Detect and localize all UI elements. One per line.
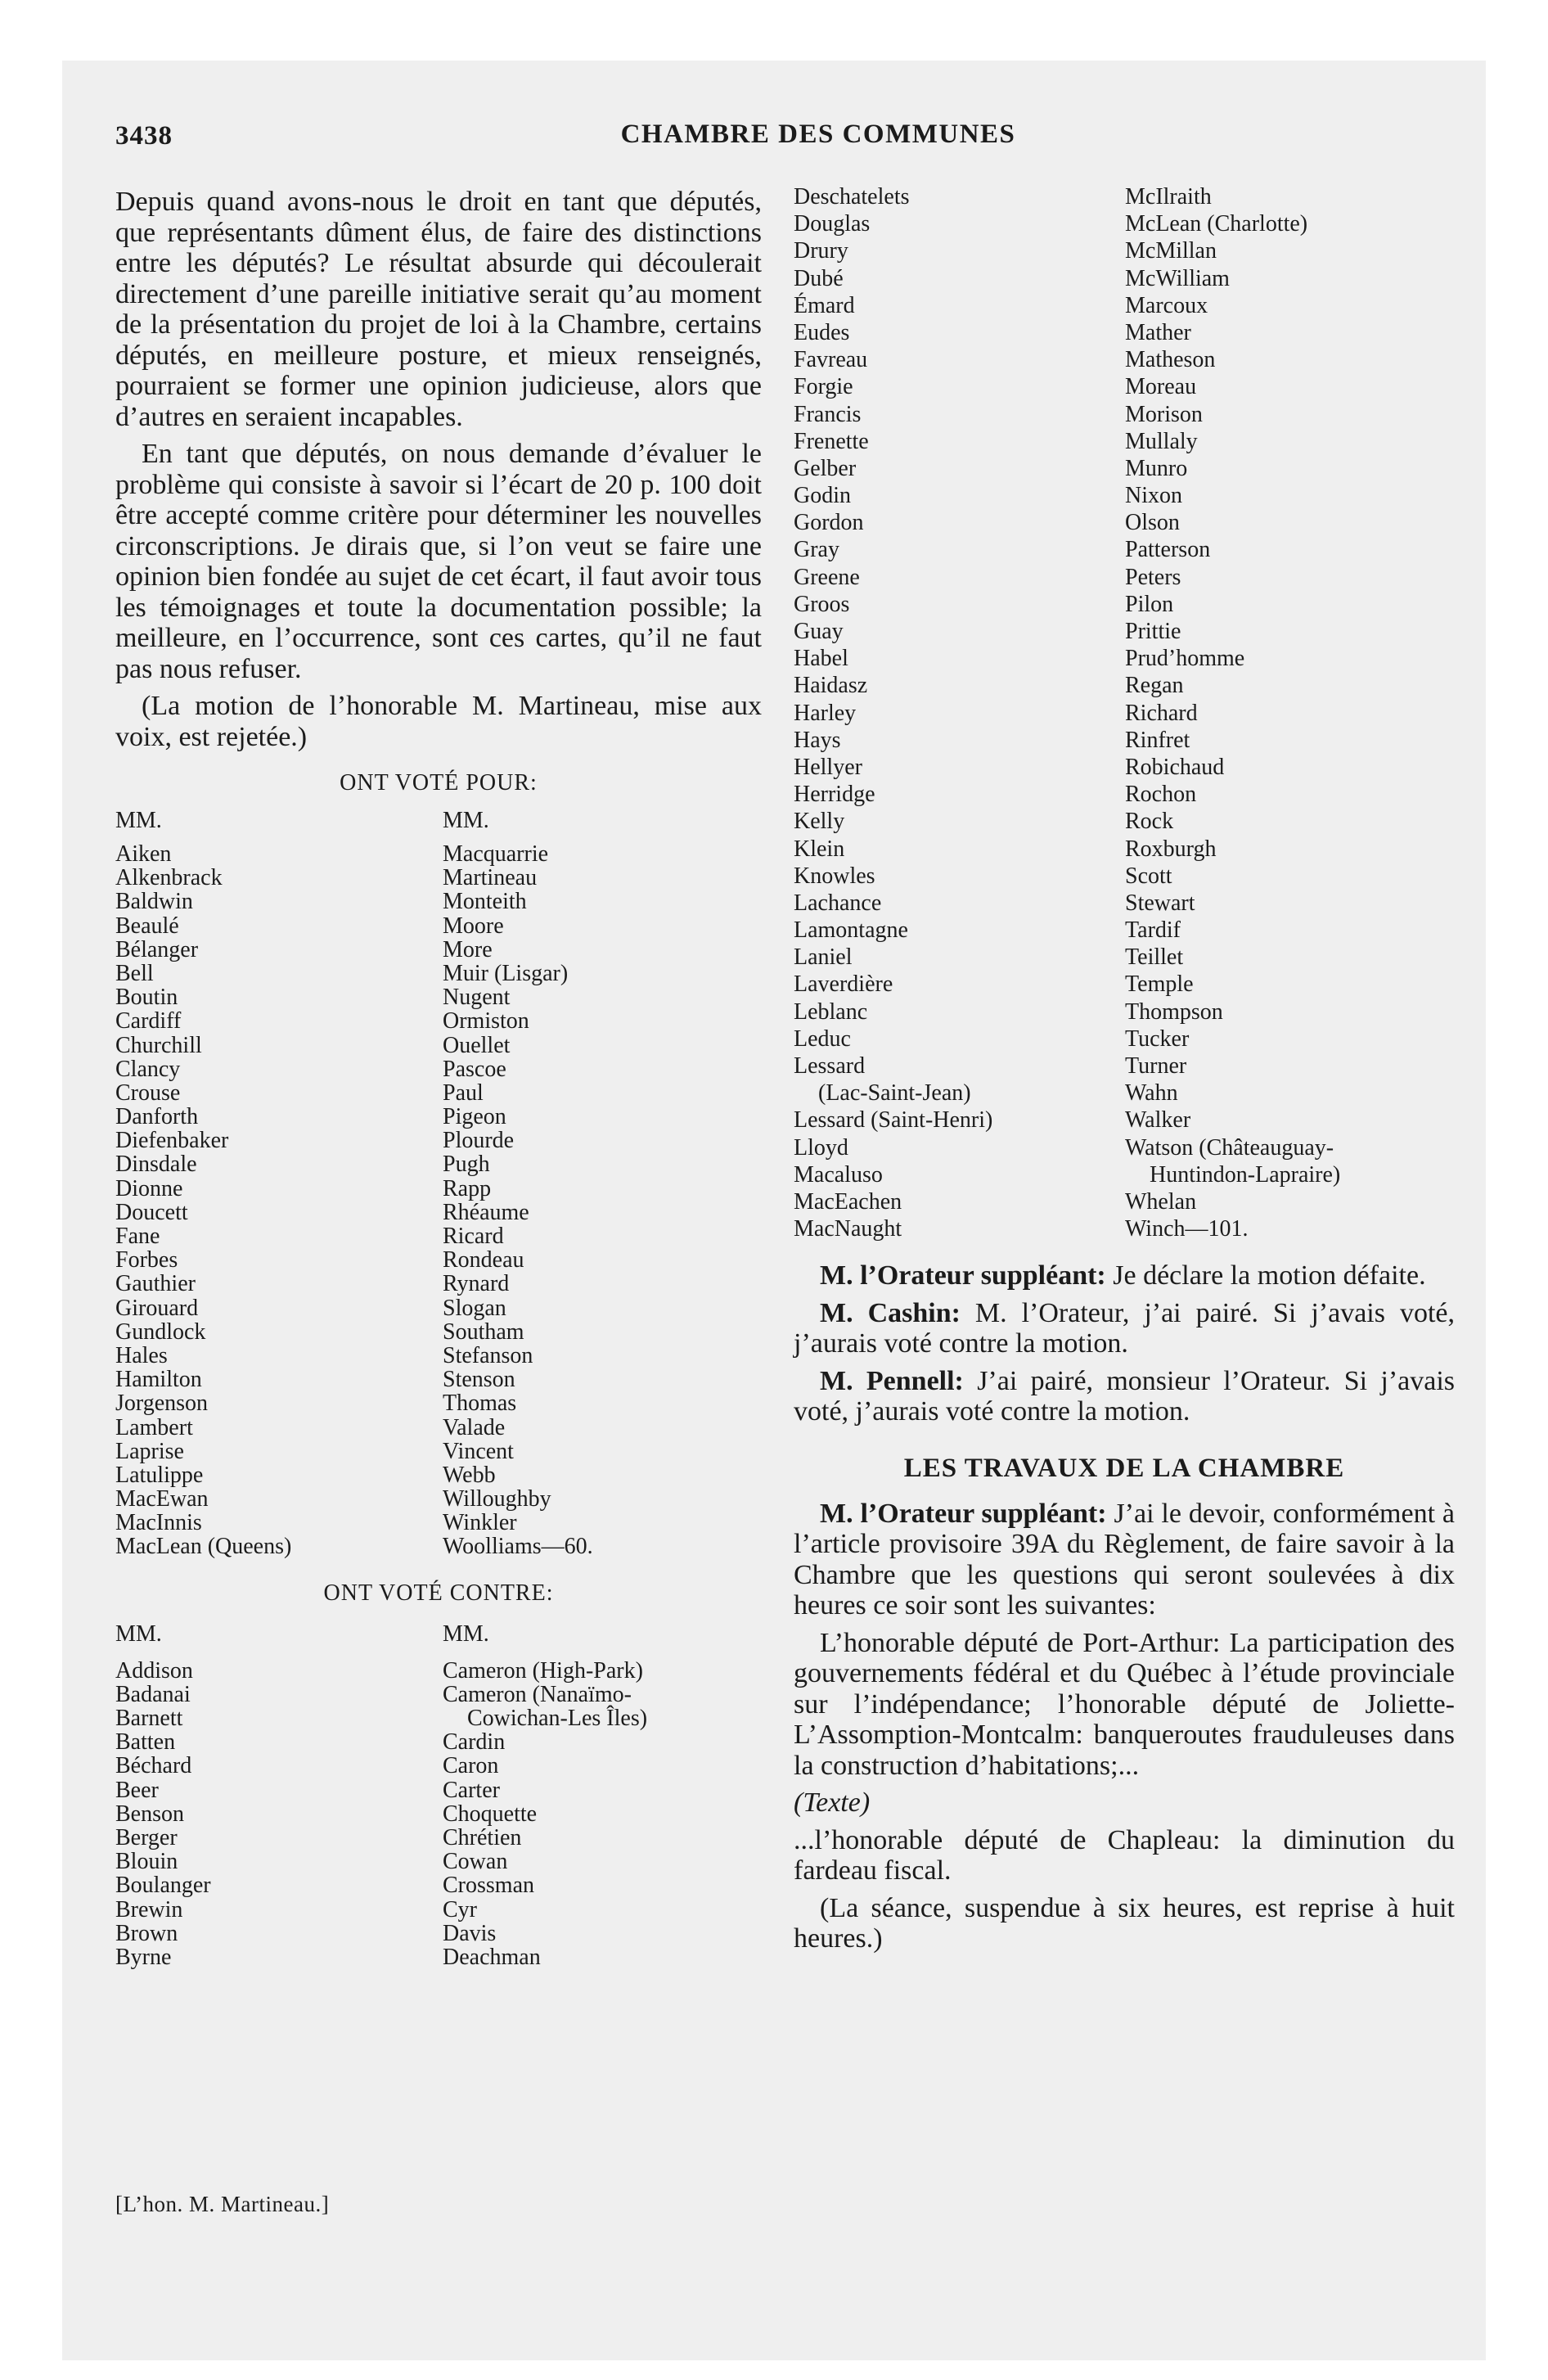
votes-contre-list-left [115, 1659, 762, 1969]
member-name: Bélanger [115, 936, 199, 962]
votes-pour-col-2 [443, 842, 593, 1559]
member-name: Valade [443, 1414, 506, 1440]
member-name: Patterson [1125, 537, 1211, 563]
member-name: Girouard [115, 1295, 199, 1321]
member-name: Paul [443, 1080, 484, 1106]
speech-orateur [794, 1260, 1455, 1291]
member-name: Berger [115, 1824, 178, 1850]
member-name: Pascoe [443, 1056, 506, 1082]
questions-paragraph-2: ...l’honorable député de Chapleau: la diminution du fardeau fiscal. [794, 1824, 1455, 1886]
member-name: Boulanger [115, 1873, 211, 1899]
member-name: Crouse [115, 1080, 181, 1106]
member-name: MacEwan [115, 1486, 209, 1512]
member-name: Knowles [794, 863, 875, 889]
member-name: Ormiston [443, 1008, 529, 1034]
speaker-name: M. Cashin: [820, 1297, 961, 1328]
votes-pour-mm-row [115, 808, 762, 834]
member-name: Gundlock [115, 1318, 206, 1345]
votes-contre-col-4 [1125, 183, 1340, 1242]
member-name: Thomas [443, 1391, 517, 1417]
member-name: Addison [115, 1657, 193, 1684]
member-name: Haidasz [794, 673, 868, 699]
member-name: Tardif [1125, 917, 1181, 944]
member-name: McMillan [1125, 238, 1217, 264]
member-name: Prittie [1125, 619, 1181, 644]
member-name: Laprise [115, 1438, 184, 1464]
member-name: Southam [443, 1318, 524, 1345]
member-name: Francis [794, 401, 862, 427]
speech-text: M. l’Orateur, j’ai pairé. Si j’avais voté, j’aurais voté contre la motion. [794, 1297, 1455, 1359]
member-name: Douglas [794, 211, 871, 237]
member-name: Favreau [794, 347, 868, 373]
questions-paragraph: L’honorable député de Port-Arthur: La participation des gouvernements fédéral et du Québec à l’étude provinciale sur l’indépendance; l’honorable député de Joliette-L’Assomption-Montcalm: banqueroutes frauduleuses dans la construction d’habitations;... [794, 1627, 1455, 1781]
member-name: Martineau [443, 865, 538, 891]
member-name: Thompson [1125, 998, 1223, 1025]
member-name: Forbes [115, 1247, 178, 1273]
member-name: MacLean (Queens) [115, 1534, 292, 1560]
member-name: Mather [1125, 319, 1191, 345]
speech-text: J’ai le devoir, conformément à l’article provisoire 39A du Règlement, de faire savoir à la Chambre que les questions qui seront soulevées à dix heures ce soir sont les suivantes: [794, 1498, 1455, 1621]
member-name: Dubé [794, 265, 844, 291]
member-name: Teillet [1125, 944, 1184, 971]
member-name: Deachman [443, 1944, 541, 1970]
member-name: Baldwin [115, 889, 193, 915]
mm-label: MM. [443, 808, 489, 833]
member-name: Batten [115, 1729, 176, 1756]
member-name: Danforth [115, 1104, 199, 1130]
member-name: Cyr [443, 1896, 477, 1922]
member-name: Pugh [443, 1152, 490, 1178]
motion-result: (La motion de l’honorable M. Martineau, mise aux voix, est rejetée.) [115, 691, 762, 752]
member-name: Walker [1125, 1107, 1191, 1134]
member-name: Chrétien [443, 1824, 522, 1850]
member-name: Huntindon-Lapraire) [1150, 1161, 1341, 1188]
member-name: Benson [115, 1801, 184, 1827]
votes-pour-list [115, 842, 762, 1559]
member-name: Prud’homme [1125, 646, 1245, 672]
member-name: Doucett [115, 1199, 188, 1225]
member-name: Alkenbrack [115, 865, 223, 891]
member-name: Roxburgh [1125, 836, 1217, 862]
member-name: Rondeau [443, 1247, 524, 1273]
member-name: Mullaly [1125, 428, 1198, 454]
member-name: Herridge [794, 782, 875, 808]
member-name: MacNaught [794, 1216, 902, 1242]
mm-label: MM. [115, 808, 162, 833]
member-name: Guay [794, 619, 844, 644]
speaker-name: M. l’Orateur suppléant: [820, 1498, 1107, 1529]
speech-cashin [794, 1298, 1455, 1359]
member-name: Fane [115, 1224, 160, 1249]
left-column [115, 187, 762, 1969]
member-name: Pilon [1125, 591, 1174, 617]
member-name: Robichaud [1125, 754, 1225, 780]
member-name: Leblanc [794, 998, 868, 1025]
texte-note: (Texte) [794, 1787, 871, 1819]
member-name: Pigeon [443, 1104, 506, 1130]
member-name: Gauthier [115, 1271, 196, 1297]
member-name: Groos [794, 591, 850, 617]
votes-contre-col-3 [794, 183, 1125, 1242]
member-name: Cardin [443, 1729, 506, 1756]
member-name: Badanai [115, 1681, 191, 1707]
member-name: Olson [1125, 510, 1180, 536]
member-name: Lambert [115, 1414, 193, 1440]
right-text [794, 1260, 1455, 1954]
member-name: Webb [443, 1462, 496, 1488]
member-name: Slogan [443, 1295, 506, 1321]
member-name: Béchard [115, 1753, 192, 1779]
member-name: Richard [1125, 700, 1198, 726]
member-name: Rynard [443, 1271, 510, 1297]
member-name: Dinsdale [115, 1152, 197, 1178]
paragraph-2: En tant que députés, on nous demande d’évaluer le problème qui consiste à savoir si l’écart de 20 p. 100 doit être accepté comme critère pour déterminer les nouvelles circonscriptions. Je dirais que, si l’on veut se faire une opinion bien fondée au sujet de cet écart, il faut avoir tous les témoignages et toute la documentation possible; la meilleure, en l’occurrence, sont ces cartes, qu’il ne faut pas nous refuser. [115, 439, 762, 684]
member-name: Gordon [794, 510, 864, 536]
member-name: Rochon [1125, 782, 1197, 808]
member-name: Vincent [443, 1438, 514, 1464]
member-name: Cardiff [115, 1008, 182, 1034]
speech-pennell [794, 1366, 1455, 1427]
member-name: Stewart [1125, 890, 1195, 916]
member-name: Greene [794, 564, 860, 590]
member-name: Willoughby [443, 1486, 551, 1512]
member-name: Lachance [794, 890, 882, 916]
votes-contre-mm-row [115, 1621, 762, 1648]
member-name: Forgie [794, 374, 853, 400]
votes-pour-col-1 [115, 842, 443, 1559]
member-name: Laverdière [794, 971, 893, 998]
member-name: Davis [443, 1920, 497, 1946]
section-title: LES TRAVAUX DE LA CHAMBRE [903, 1453, 1345, 1483]
member-name: Boutin [115, 985, 178, 1011]
member-name: Macaluso [794, 1161, 883, 1188]
member-name: Matheson [1125, 347, 1216, 373]
member-name: Leduc [794, 1025, 851, 1052]
member-name: Eudes [794, 319, 850, 345]
sitting-suspended: (La séance, suspendue à six heures, est reprise à huit heures.) [794, 1892, 1455, 1954]
member-name: Beer [115, 1777, 159, 1803]
member-name: Barnett [115, 1706, 183, 1731]
speech-text: J’ai pairé, monsieur l’Orateur. Si j’avais voté, j’aurais voté contre la motion. [794, 1365, 1456, 1427]
member-name: Winch—101. [1125, 1216, 1249, 1242]
member-name: Beaulé [115, 913, 179, 939]
member-name: Moore [443, 913, 504, 939]
member-name: Stenson [443, 1367, 515, 1393]
member-name: Stefanson [443, 1342, 533, 1368]
member-name: Aiken [115, 841, 172, 867]
member-name: Lessard (Saint-Henri) [794, 1107, 993, 1134]
member-name: Gelber [794, 455, 857, 481]
page-number: 3438 [115, 121, 173, 151]
member-name: Nixon [1125, 483, 1182, 509]
member-name: Turner [1125, 1053, 1187, 1079]
member-name: Carter [443, 1777, 500, 1803]
member-name: Ouellet [443, 1032, 511, 1058]
member-name: Cameron (High-Park) [443, 1657, 643, 1684]
paragraph-1: Depuis quand avons-nous le droit en tant que députés, que représentants dûment élus, de faire des distinctions entre les députés? Le résultat absurde qui découlerait directement d’une pareille initiative serait qu’au moment de la présentation du projet de loi à la Chambre, certains députés, en meilleure posture, et mieux renseignés, pourraient se former une opinion judicieuse, alors que d’autres en seraient incapables. [115, 187, 762, 432]
member-name: Brewin [115, 1896, 183, 1922]
member-name: McIlraith [1125, 184, 1212, 210]
member-name: Marcoux [1125, 292, 1208, 318]
member-name: Cameron (Nanaïmo- [443, 1681, 632, 1707]
member-name: Rinfret [1125, 727, 1190, 753]
member-name: Laniel [794, 944, 853, 971]
member-name: Tucker [1125, 1025, 1190, 1052]
member-name: Godin [794, 483, 851, 509]
speaker-name: M. Pennell: [820, 1365, 964, 1396]
votes-pour-heading: ONT VOTÉ POUR: [340, 770, 538, 796]
member-name: Morison [1125, 401, 1203, 427]
member-name: Whelan [1125, 1188, 1197, 1215]
member-name: Muir (Lisgar) [443, 960, 569, 986]
member-name: Dionne [115, 1175, 183, 1201]
member-name: Kelly [794, 809, 845, 835]
member-name: Winkler [443, 1510, 517, 1536]
member-name: Plourde [443, 1128, 515, 1154]
speaker-name: M. l’Orateur suppléant: [820, 1260, 1106, 1291]
member-name: Scott [1125, 863, 1172, 889]
running-head: CHAMBRE DES COMMUNES [620, 119, 1016, 149]
member-name: (Lac-Saint-Jean) [818, 1080, 971, 1107]
member-name: Watson (Châteauguay- [1125, 1134, 1334, 1161]
member-name: Wahn [1125, 1080, 1178, 1107]
member-name: Woolliams—60. [443, 1534, 593, 1560]
member-name: McWilliam [1125, 265, 1230, 291]
member-name: Choquette [443, 1801, 538, 1827]
member-name: Churchill [115, 1032, 202, 1058]
member-name: Lloyd [794, 1134, 848, 1161]
member-name: Brown [115, 1920, 178, 1946]
member-name: Moreau [1125, 374, 1197, 400]
member-name: Ricard [443, 1224, 504, 1249]
member-name: Macquarrie [443, 841, 549, 867]
member-name: Regan [1125, 673, 1184, 699]
member-name: MacEachen [794, 1188, 902, 1215]
mm-label: MM. [115, 1620, 162, 1647]
member-name: More [443, 936, 493, 962]
mm-label: MM. [443, 1620, 489, 1647]
member-name: Cowichan-Les Îles) [467, 1706, 648, 1731]
votes-contre-list-right [794, 183, 1455, 1242]
member-name: Hellyer [794, 754, 862, 780]
member-name: Émard [794, 292, 855, 318]
member-name: Lamontagne [794, 917, 908, 944]
votes-contre-col-1 [115, 1659, 443, 1969]
member-name: Lessard [794, 1053, 866, 1079]
member-name: Latulippe [115, 1462, 204, 1488]
member-name: Clancy [115, 1056, 181, 1082]
member-name: Temple [1125, 971, 1194, 998]
member-name: Crossman [443, 1873, 534, 1899]
member-name: Klein [794, 836, 845, 862]
member-name: Hamilton [115, 1367, 202, 1393]
member-name: Peters [1125, 564, 1181, 590]
member-name: Rock [1125, 809, 1174, 835]
member-name: McLean (Charlotte) [1125, 211, 1308, 237]
member-name: Blouin [115, 1849, 178, 1875]
member-name: Bell [115, 960, 154, 986]
member-name: Harley [794, 700, 857, 726]
member-name: Cowan [443, 1849, 508, 1875]
member-name: Nugent [443, 985, 511, 1011]
member-name: Deschatelets [794, 184, 910, 210]
member-name: Monteith [443, 889, 527, 915]
member-name: Hales [115, 1342, 168, 1368]
speech-text: Je déclare la motion défaite. [1105, 1260, 1426, 1291]
member-name: Byrne [115, 1944, 172, 1970]
member-name: Gray [794, 537, 839, 563]
member-name: Caron [443, 1753, 499, 1779]
member-name: Rhéaume [443, 1199, 529, 1225]
member-name: Diefenbaker [115, 1128, 229, 1154]
votes-contre-heading: ONT VOTÉ CONTRE: [323, 1580, 554, 1606]
member-name: Hays [794, 727, 841, 753]
speaker-footer-tag: [L’hon. M. Martineau.] [115, 2192, 330, 2216]
member-name: MacInnis [115, 1510, 202, 1536]
speech-orateur-2 [794, 1499, 1455, 1621]
member-name: Drury [794, 238, 848, 264]
member-name: Habel [794, 646, 848, 672]
votes-contre-col-2 [443, 1659, 647, 1969]
member-name: Frenette [794, 428, 869, 454]
right-column [794, 183, 1455, 1954]
member-name: Rapp [443, 1175, 492, 1201]
member-name: Munro [1125, 455, 1188, 481]
member-name: Jorgenson [115, 1391, 209, 1417]
